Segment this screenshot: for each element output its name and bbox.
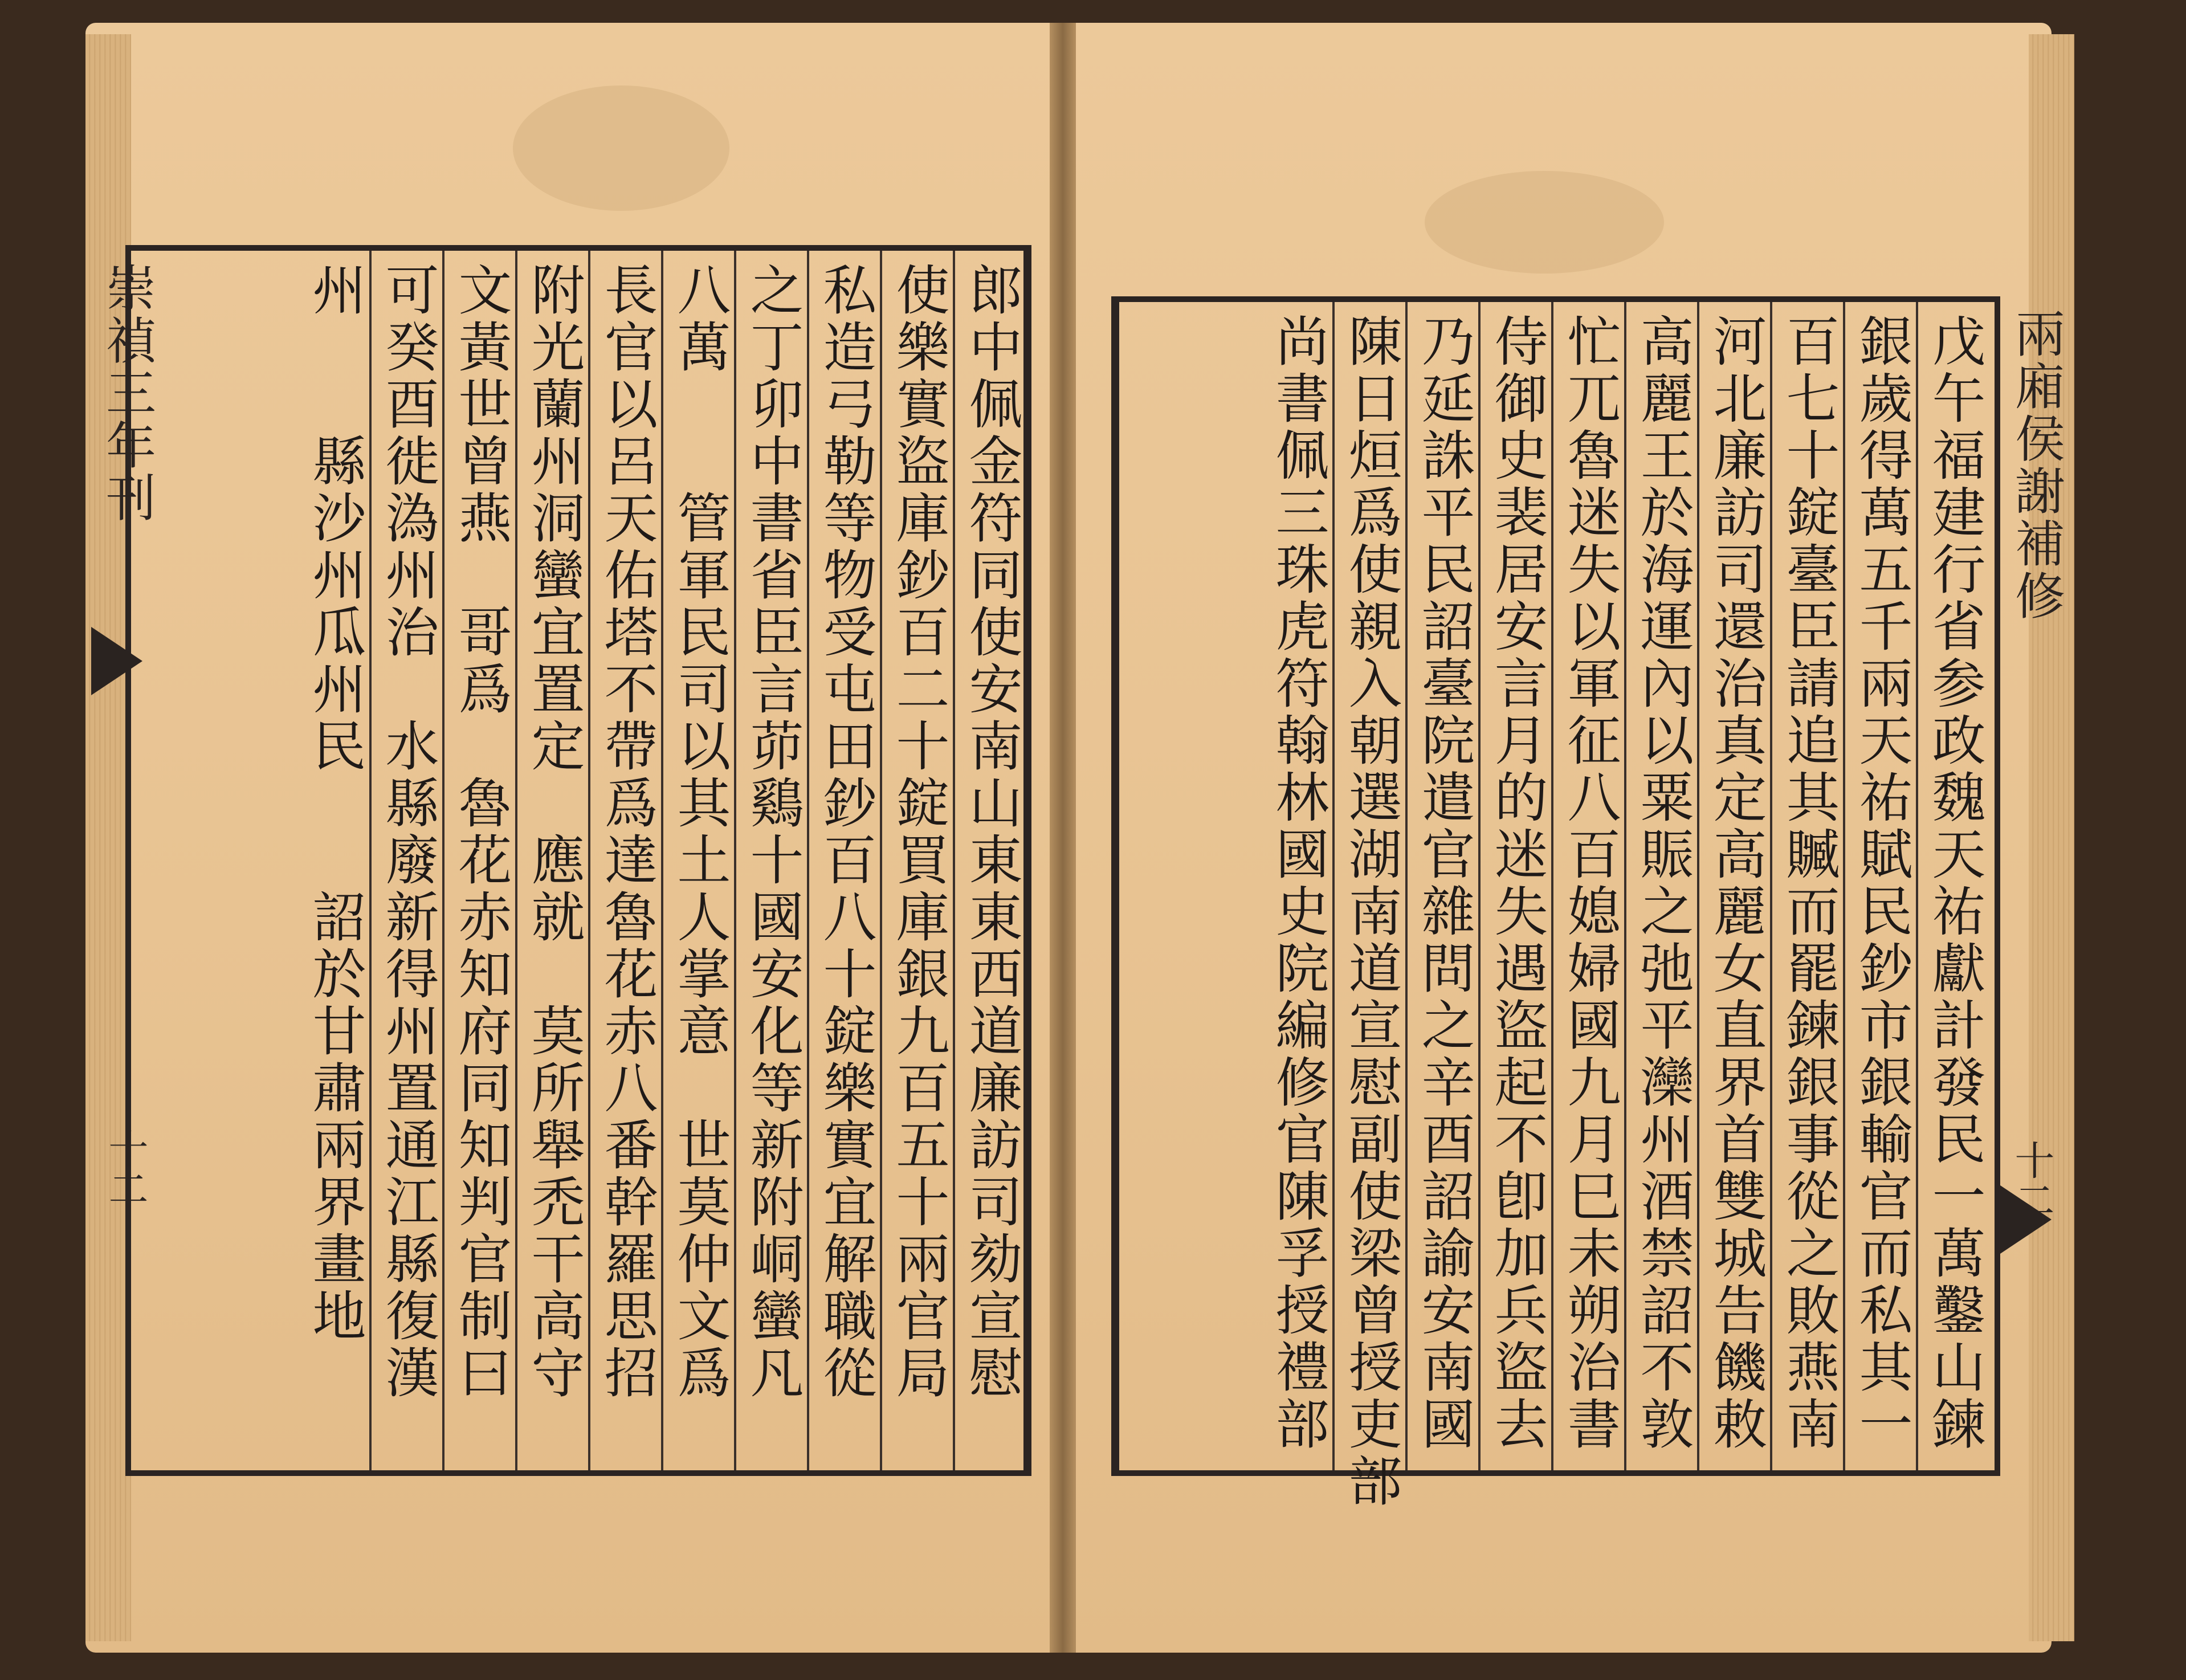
paper-stain: [1425, 171, 1664, 274]
text-column: 尚書佩三珠虎符翰林國史院編修官陳孚授禮部: [1266, 313, 1328, 1453]
text-column: 附光蘭州洞蠻宜置定 應就 莫所舉禿干高守: [515, 251, 588, 1470]
text-column: 州 縣沙州瓜州民 詔於甘肅兩界畫地: [303, 262, 365, 1345]
fishtail-mark-left: [91, 627, 142, 695]
paper-stain: [513, 85, 729, 211]
text-column: 八萬 管軍民司以其土人掌意 世莫仲文爲: [661, 251, 734, 1470]
right-folio-number: 十二: [2008, 1140, 2055, 1220]
text-column: 河北廉訪司還治真定高麗女直界首雙城告饑敕: [1697, 302, 1770, 1470]
text-column: 使樂實盜庫鈔百二十錠買庫銀九百五十兩官局: [880, 251, 953, 1470]
text-column: 侍御史裴居安言月的迷失遇盜起不卽加兵盜去: [1478, 302, 1551, 1470]
left-margin-note: 崇禎三年刊: [98, 262, 157, 524]
text-column: 可癸酉徙溈州治 水縣廢新得州置通江縣復漢: [369, 251, 442, 1470]
right-text-columns: [1123, 302, 1989, 1510]
text-column: 私造弓勒等物受屯田鈔百八十錠樂實宜解職從: [807, 251, 880, 1470]
text-column: 忙兀魯迷失以軍征八百媳婦國九月巳未朔治書: [1551, 302, 1624, 1470]
text-column: 文黃世曾燕 哥爲 魯花赤知府同知判官制曰: [442, 251, 515, 1470]
text-column: 高麗王於海運內以粟賑之弛平灤州酒禁詔不敦: [1624, 302, 1697, 1470]
text-column: 陳日烜爲使親入朝選湖南道宣慰副使梁曾授吏部: [1332, 302, 1405, 1470]
text-column: 之丁卯中書省臣言茆鷄十國安化等新附峒蠻凡: [734, 251, 807, 1470]
book-gutter: [1050, 23, 1076, 1653]
text-column: 百七十錠臺臣請追其贓而罷鍊銀事從之敗燕南: [1770, 302, 1843, 1470]
text-column: 郎中佩金符同使安南山東東西道廉訪司劾宣慰: [953, 251, 1026, 1470]
left-folio-number: 十二: [102, 1128, 149, 1208]
right-margin-note: 兩廂侯謝補修: [2007, 308, 2066, 622]
text-column: 銀歲得萬五千兩天祐賦民鈔市銀輸官而私其一: [1843, 302, 1916, 1470]
right-page-edges: [2029, 34, 2074, 1641]
text-column: 乃延誅平民詔臺院遣官雜問之辛酉詔諭安南國: [1405, 302, 1478, 1470]
text-column: 戊午福建行省参政魏天祐獻計發民一萬鑿山鍊: [1916, 302, 1989, 1470]
left-text-columns: [137, 251, 1026, 1470]
text-column: 長官以呂天佑塔不帶爲達魯花赤八番幹羅思招: [588, 251, 661, 1470]
